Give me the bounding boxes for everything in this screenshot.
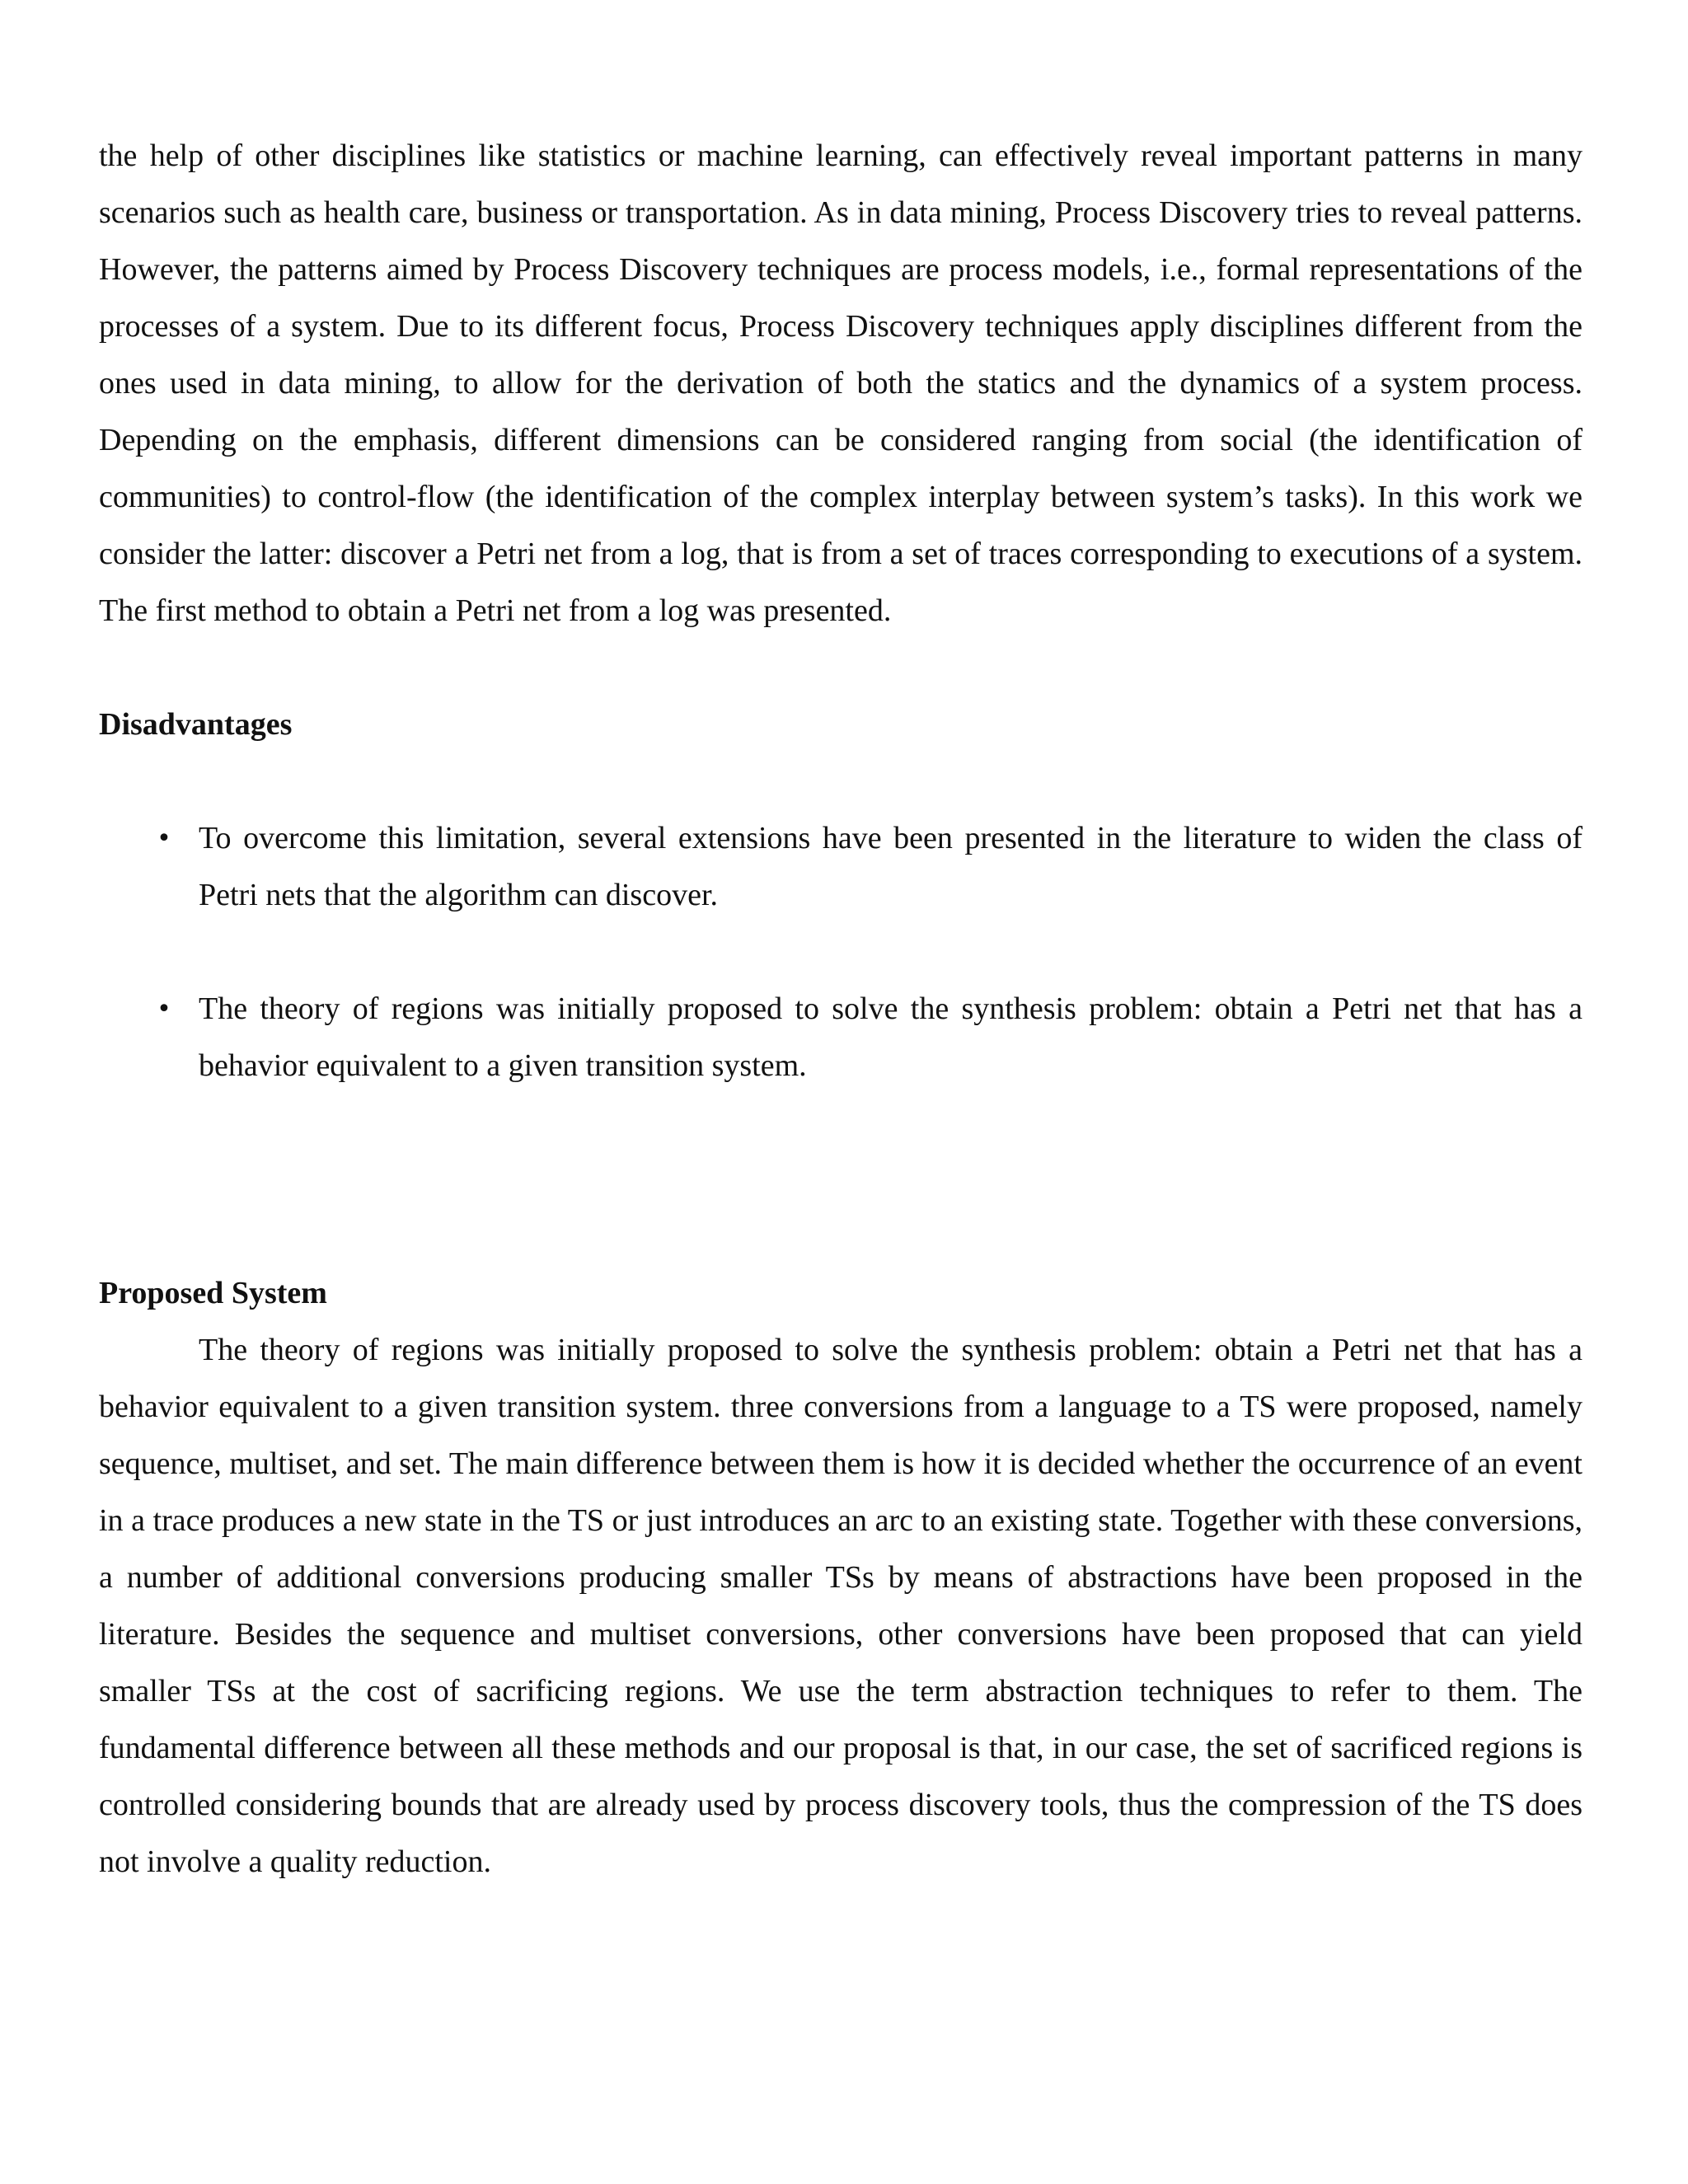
bullet-icon: • (157, 824, 171, 853)
proposed-system-heading: Proposed System (99, 1276, 327, 1310)
disadvantages-heading: Disadvantages (99, 707, 293, 742)
list-item (99, 810, 1582, 924)
intro-paragraph: the help of other disciplines like statistics or machine learning, can effectively reveal important patterns in many scenarios such as health care, business or transportation. As in data mining, Process Discovery tries to reveal patterns. However, the patterns aimed by Process Discovery techniques are process models, i.e., formal representations of the processes of a system. Due to its different focus, Process Discovery techniques apply disciplines different from the ones used in data mining, to allow for the derivation of both the statics and the dynamics of a system process. Depending on the emphasis, different dimensions can be considered ranging from social (the identification of communities) to control-flow (the identification of the complex interplay between system’s tasks). In this work we consider the latter: discover a Petri net from a log, that is from a set of traces corresponding to executions of a system. The first method to obtain a Petri net from a log was presented. (99, 138, 1582, 628)
list-item-text: The theory of regions was initially proposed to solve the synthesis problem: obtain a Petri net that has a behavior equivalent to a given transition system. (199, 991, 1582, 1083)
proposed-system-paragraph: The theory of regions was initially proposed to solve the synthesis problem: obtain a Petri net that has a behavior equivalent to a given transition system. three conversions from a language to a TS were proposed, namely sequence, multiset, and set. The main difference between them is how it is decided whether the occurrence of an event in a trace produces a new state in the TS or just introduces an arc to an existing state. Together with these conversions, a number of additional conversions producing smaller TSs by means of abstractions have been proposed in the literature. Besides the sequence and multiset conversions, other conversions have been proposed that can yield smaller TSs at the cost of sacrificing regions. We use the term abstraction techniques to refer to them. The fundamental difference between all these methods and our proposal is that, in our case, the set of sacrificed regions is controlled considering bounds that are already used by process discovery tools, thus the compression of the TS does not involve a quality reduction. (99, 1333, 1582, 1879)
list-item-text: To overcome this limitation, several extensions have been presented in the literature to widen the class of Petri nets that the algorithm can discover. (199, 821, 1582, 912)
bullet-icon: • (157, 995, 171, 1024)
disadvantages-list (99, 810, 1582, 1094)
list-item (99, 981, 1582, 1094)
document-page (99, 128, 1582, 1891)
